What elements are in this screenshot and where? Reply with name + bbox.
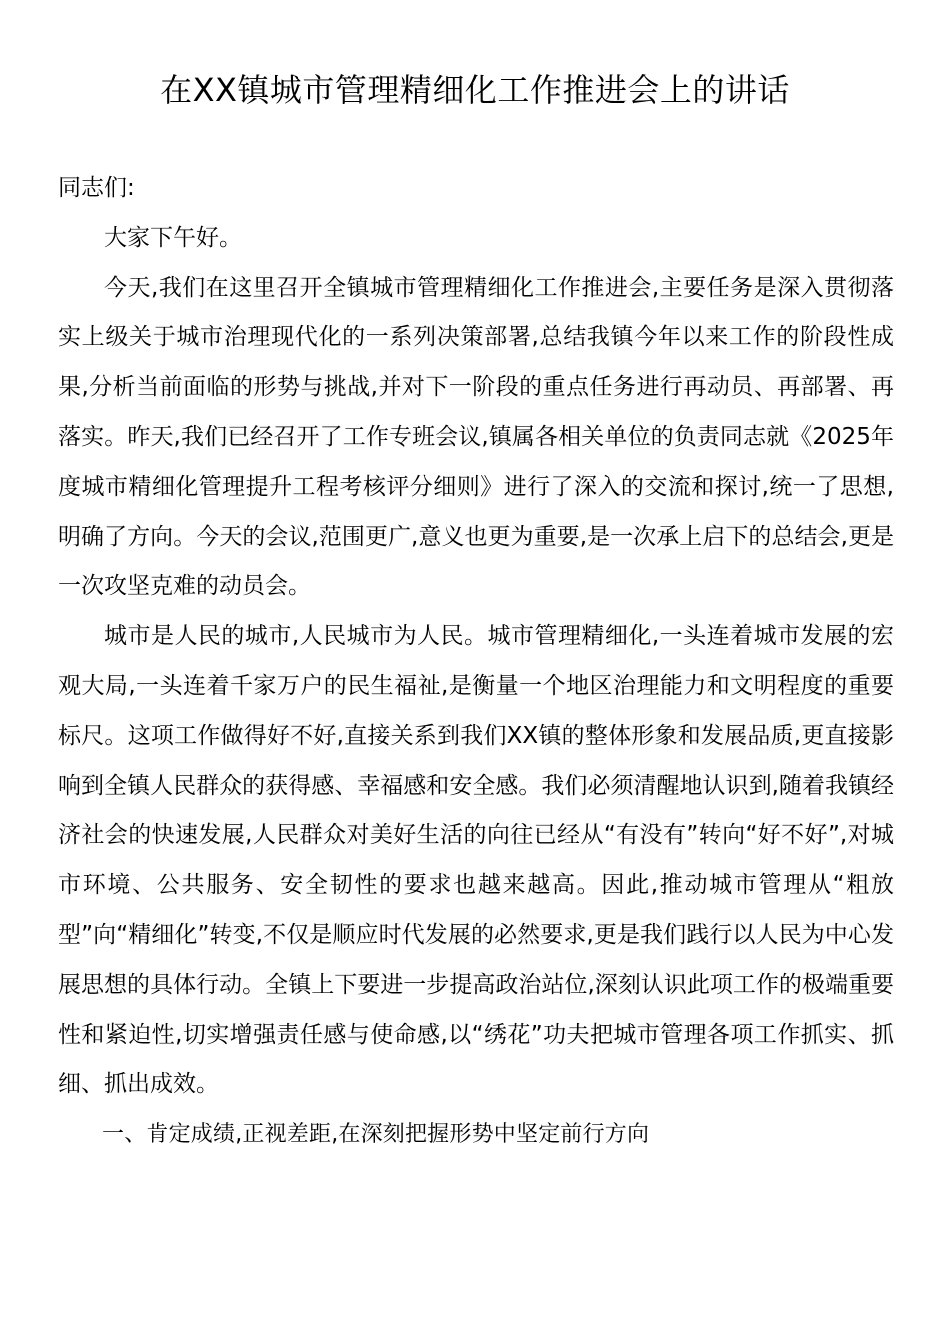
document-body [58,164,894,1160]
paragraph-people-city: 城市是人民的城市,人民城市为人民。城市管理精细化,一头连着城市发展的宏观大局,一头连着千家万户的民生福祉,是衡量一个地区治理能力和文明程度的重要标尺。这项工作做得好不好,直接关系到我们XX镇的整体形象和发展品质,更直接影响到全镇人民群众的获得感、幸福感和安全感。我们必须清醒地认识到,随着我镇经济社会的快速发展,人民群众对美好生活的向往已经从“有没有”转向“好不好”,对城市环境、公共服务、安全韧性的要求也越来越高。因此,推动城市管理从“粗放型”向“精细化”转变,不仅是顺应时代发展的必然要求,更是我们践行以人民为中心发展思想的具体行动。全镇上下要进一步提高政治站位,深刻认识此项工作的极端重要性和紧迫性,切实增强责任感与使命感,以“绣花”功夫把城市管理各项工作抓实、抓细、抓出成效。 [58,623,894,1098]
section-heading: 一、肯定成绩,正视差距,在深刻把握形势中坚定前行方向 [102,1122,650,1148]
document-title: 在XX镇城市管理精细化工作推进会上的讲话 [160,71,790,109]
paragraph-opening: 今天,我们在这里召开全镇城市管理精细化工作推进会,主要任务是深入贯彻落实上级关于城市治理现代化的一系列决策部署,总结我镇今年以来工作的阶段性成果,分析当前面临的形势与挑战,并对下一阶段的重点任务进行再动员、再部署、再落实。昨天,我们已经召开了工作专班会议,镇属各相关单位的负责同志就《2025年度城市精细化管理提升工程考核评分细则》进行了深入的交流和探讨,统一了思想,明确了方向。今天的会议,范围更广,意义也更为重要,是一次承上启下的总结会,更是一次攻坚克难的动员会。 [58,274,894,600]
greeting: 大家下午好。 [104,224,242,251]
salutation: 同志们: [58,175,135,201]
